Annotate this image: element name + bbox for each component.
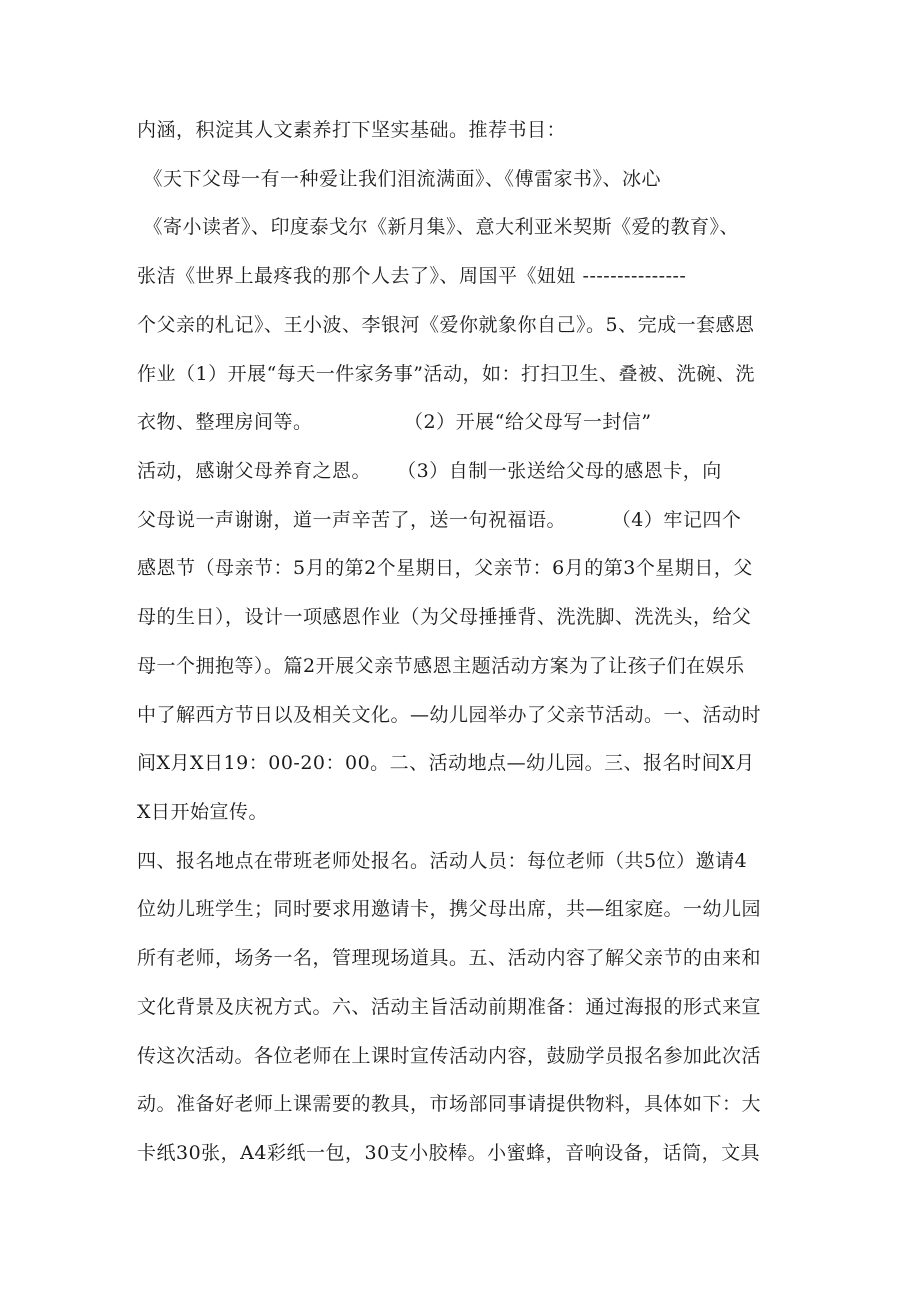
text-line: X日开始宣传。 [137, 801, 269, 823]
text-line: 内涵，积淀其人文素养打下坚实基础。推荐书目： [137, 119, 567, 141]
text-line: 间X月X日19：00-20：00。二、活动地点—幼儿园。三、报名时间X月 [137, 752, 755, 774]
text-line: 衣物、整理房间等。 （2）开展“给父母写一封信” [137, 411, 652, 433]
text-line: 母一个拥抱等）。篇2开展父亲节感恩主题活动方案为了让孩子们在娱乐 [137, 655, 745, 677]
text-line: 四、报名地点在带班老师处报名。活动人员：每位老师（共5位）邀请4 [137, 850, 748, 872]
text-line: 中了解西方节日以及相关文化。—幼儿园举办了父亲节活动。一、活动时 [137, 704, 762, 726]
text-line: 父母说一声谢谢，道一声辛苦了，送一句祝福语。 （4）牢记四个 [137, 509, 742, 531]
text-line: 母的生日），设计一项感恩作业（为父母捶捶背、洗洗脚、洗洗头，给父 [137, 606, 752, 628]
text-line: 卡纸30张，A4彩纸一包，30支小胶棒。小蜜蜂，音响设备，话筒，文具 [137, 1142, 761, 1164]
text-line: 张洁《世界上最疼我的那个人去了》、周国平《妞妞 --------------- [137, 265, 687, 287]
text-line: 个父亲的札记》、王小波、李银河《爱你就象你自己》。5、完成一套感恩 [137, 314, 755, 336]
text-line: 感恩节（母亲节：5月的第2个星期日，父亲节：6月的第3个星期日，父 [137, 557, 753, 579]
text-line: 《天下父母一有一种爱让我们泪流满面》、《傅雷家书》、冰心 [137, 168, 662, 190]
text-line: 所有老师，场务一名，管理现场道具。五、活动内容了解父亲节的由来和 [137, 947, 762, 969]
text-line: 活动，感谢父母养育之恩。 （3）自制一张送给父母的感恩卡，向 [137, 460, 722, 482]
text-line: 传这次活动。各位老师在上课时宣传活动内容，鼓励学员报名参加此次活 [137, 1045, 762, 1067]
text-line: 《寄小读者》、印度泰戈尔《新月集》、意大利亚米契斯《爱的教育》、 [137, 216, 740, 238]
text-line: 位幼儿班学生；同时要求用邀请卡，携父母出席，共—组家庭。一幼儿园 [137, 898, 762, 920]
text-line: 文化背景及庆祝方式。六、活动主旨活动前期准备：通过海报的形式来宣 [137, 996, 762, 1018]
text-line: 动。准备好老师上课需要的教具，市场部同事请提供物料，具体如下：大 [137, 1093, 762, 1115]
text-line: 作业（1）开展“每天一件家务事”活动，如：打扫卫生、叠被、洗碗、洗 [137, 363, 756, 385]
